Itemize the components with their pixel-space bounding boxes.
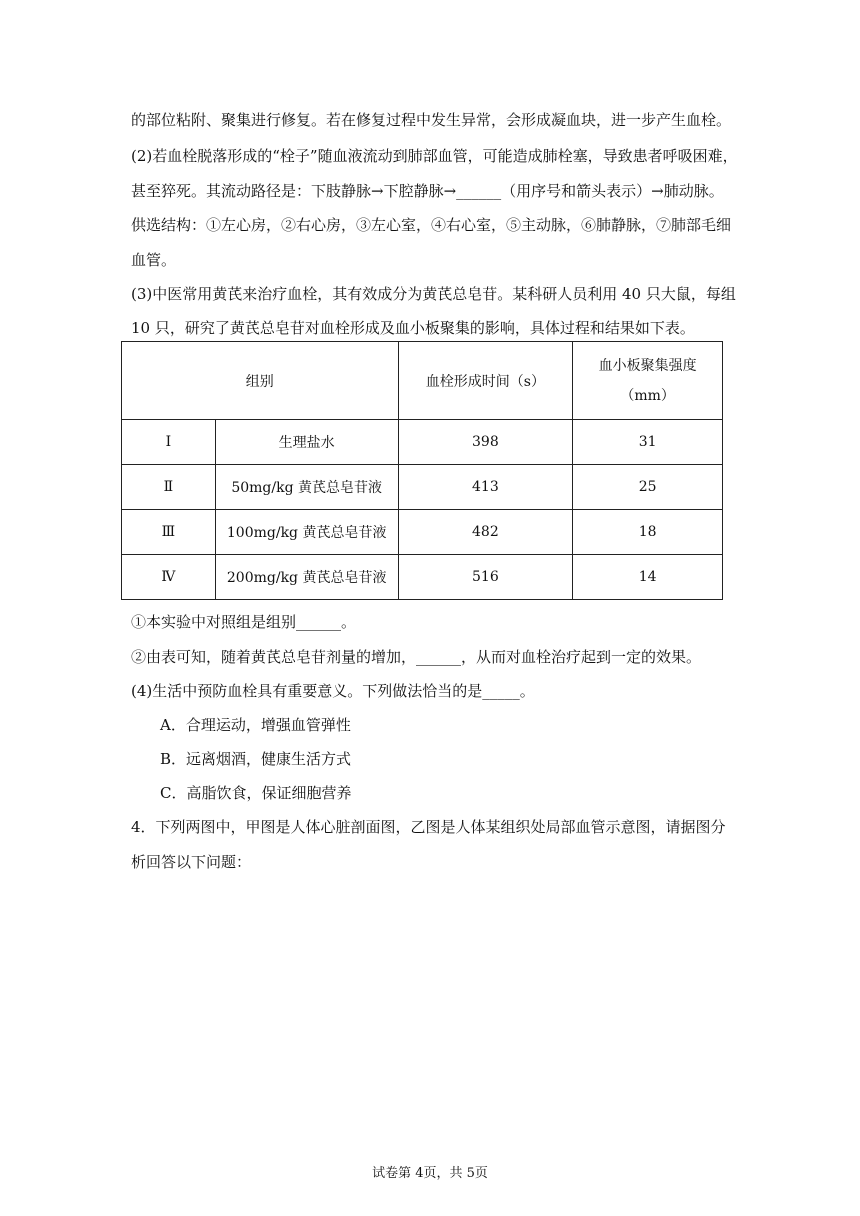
option-c: C．高脂饮食，保证细胞营养	[160, 784, 352, 802]
table-row	[122, 555, 723, 600]
subquestion-1: ①本实验中对照组是组别______。	[131, 613, 357, 631]
thrombus-time: 516	[398, 555, 573, 600]
option-b: B．远离烟酒，健康生活方式	[160, 750, 352, 768]
option-a: A．合理运动，增强血管弹性	[160, 716, 351, 734]
header-strength-line2: （mm）	[620, 387, 675, 404]
question-4-line: (4)生活中预防血栓具有重要意义。下列做法恰当的是_____。	[131, 682, 535, 700]
thrombus-time: 398	[398, 420, 573, 465]
header-strength-line1: 血小板聚集强度	[598, 357, 697, 374]
platelet-strength: 25	[573, 465, 723, 510]
platelet-strength: 14	[573, 555, 723, 600]
group-treatment: 100mg/kg 黄芪总皂苷液	[215, 510, 398, 555]
table-row	[122, 420, 723, 465]
group-id: Ⅰ	[122, 420, 216, 465]
paragraph-line: 供选结构：①左心房，②右心房，③左心室，④右心室，⑤主动脉，⑥肺静脉，⑦肺部毛细	[131, 216, 732, 234]
subquestion-2: ②由表可知，随着黄芪总皂苷剂量的增加，______，从而对血栓治疗起到一定的效果。	[131, 648, 702, 666]
group-treatment: 生理盐水	[215, 420, 398, 465]
header-time: 血栓形成时间（s）	[398, 342, 573, 420]
table-header-row	[122, 342, 723, 420]
header-group: 组别	[122, 342, 399, 420]
results-table	[121, 341, 723, 600]
table-row	[122, 510, 723, 555]
paragraph-line: 血管。	[131, 251, 177, 269]
table-row	[122, 465, 723, 510]
header-strength	[573, 342, 723, 420]
question-2-line: (2)若血栓脱落形成的“栓子”随血液流动到肺部血管，可能造成肺栓塞，导致患者呼吸困难，	[131, 147, 738, 165]
thrombus-time: 482	[398, 510, 573, 555]
group-id: Ⅳ	[122, 555, 216, 600]
paragraph-line: 甚至猝死。其流动路径是：下肢静脉→下腔静脉→______（用序号和箭头表示）→肺动脉。	[131, 182, 724, 200]
thrombus-time: 413	[398, 465, 573, 510]
group-treatment: 50mg/kg 黄芪总皂苷液	[215, 465, 398, 510]
group-id: Ⅱ	[122, 465, 216, 510]
question-3-line: (3)中医常用黄芪来治疗血栓，其有效成分为黄芪总皂苷。某科研人员利用 40 只大鼠，每组	[131, 285, 736, 303]
group-id: Ⅲ	[122, 510, 216, 555]
platelet-strength: 31	[573, 420, 723, 465]
platelet-strength: 18	[573, 510, 723, 555]
group-treatment: 200mg/kg 黄芪总皂苷液	[215, 555, 398, 600]
paragraph-line: 析回答以下问题：	[131, 853, 252, 871]
paragraph-line: 的部位粘附、聚集进行修复。若在修复过程中发生异常，会形成凝血块，进一步产生血栓。	[131, 111, 732, 129]
page-footer: 试卷第 4页，共 5页	[372, 1166, 488, 1181]
paragraph-line: 10 只，研究了黄芪总皂苷对血栓形成及血小板聚集的影响，具体过程和结果如下表。	[131, 319, 695, 337]
problem-4-line: 4．下列两图中，甲图是人体心脏剖面图，乙图是人体某组织处局部血管示意图，请据图分	[131, 818, 726, 836]
